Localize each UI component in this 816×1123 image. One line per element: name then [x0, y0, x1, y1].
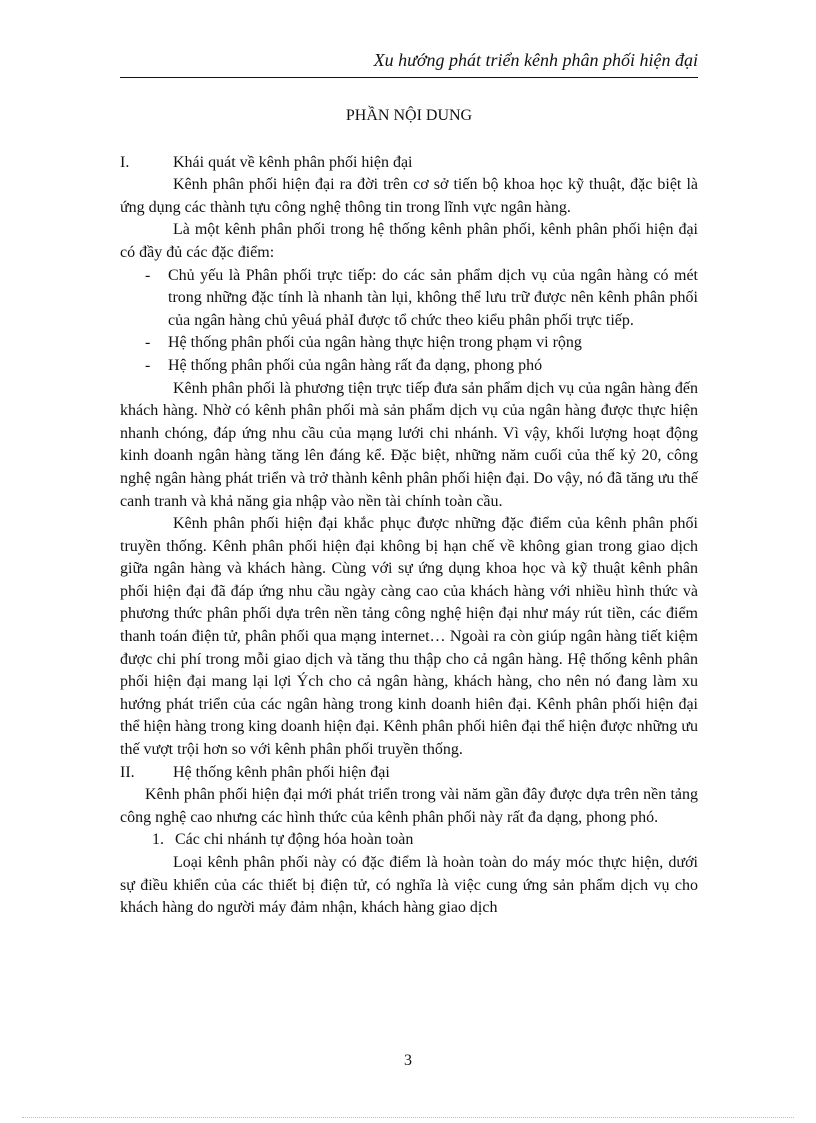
section-number: I.: [120, 153, 130, 171]
paragraph: Kênh phân phối hiện đại mới phát triển trong vài năm gần đây được dựa trên nền tảng công nghệ cao nhưng các hình thức của kênh phân phối này rất đa dạng, phong phó.: [120, 786, 698, 826]
list-item: [120, 355, 698, 378]
section-title: Khái quát về kênh phân phối hiện đại: [173, 153, 413, 171]
section-1-heading: [120, 152, 698, 175]
subsection-number: 1.: [152, 831, 164, 849]
paragraph: Là một kênh phân phối trong hệ thống kênh phân phối, kênh phân phối hiện đại có đầy đủ các đặc điểm:: [120, 221, 698, 261]
bullet-dash: -: [145, 356, 151, 374]
paragraph: Loại kênh phân phối này có đặc điểm là hoàn toàn do máy móc thực hiện, dưới sự điều khiển của các thiết bị điện tử, có nghĩa là việc cung ứng sản phẩm dịch vụ cho khách hàng do người máy đảm nhận, khách hàng giao dịch: [120, 854, 698, 917]
list-item-text: Hệ thống phân phối của ngân hàng rất đa dạng, phong phó: [168, 356, 543, 374]
page-bottom-divider: [22, 1117, 794, 1118]
page-body: [120, 100, 698, 920]
bullet-dash: -: [145, 334, 151, 352]
page-number: 3: [404, 1052, 412, 1069]
list-item: [120, 332, 698, 355]
paragraph: Kênh phân phối là phương tiện trực tiếp đưa sản phẩm dịch vụ của ngân hàng đến khách hàng. Nhờ có kênh phân phối mà sản phẩm dịch vụ của ngân hàng được thực hiện nhanh chóng, đáp ứng nhu cầu của mạng lưới chi nhánh. Vì vậy, khối lượng hoạt động kinh doanh ngân hàng tăng lên đáng kể. Đặc biệt, những năm cuối của thế kỷ 20, công nghệ ngân hàng phát triển và trở thành kênh phân phối hiện đại. Do vậy, nó đã tăng ưu thế canh tranh và khả năng gia nhập vào nền tài chính toàn cầu.: [120, 379, 698, 510]
section-title: Hệ thống kênh phân phối hiện đại: [173, 763, 390, 781]
section-2-heading: [120, 762, 698, 785]
bullet-dash: -: [145, 266, 151, 284]
section-number: II.: [120, 763, 135, 781]
subsection-1-heading: [120, 829, 698, 852]
running-title: Xu hướng phát triển kênh phân phối hiện đại: [373, 50, 698, 70]
list-item-text: Hệ thống phân phối của ngân hàng thực hiện trong phạm vi rộng: [168, 334, 582, 352]
list-item: [120, 265, 698, 333]
paragraph: Kênh phân phối hiện đại khắc phục được những đặc điểm của kênh phân phối truyền thống. Kênh phân phối hiện đại không bị hạn chế về không gian trong giao dịch giữa ngân hàng và khách hàng. Cùng với sự ứng dụng khoa học và kỹ thuật kênh phân phối hiện đại đã đáp ứng nhu cầu ngày càng cao của khách hàng với nhiều hình thức và phương thức phân phối dựa trên nền tảng công nghệ hiện đại như máy rút tiền, các điểm thanh toán điện tử, phân phối qua mạng internet… Ngoài ra còn giúp ngân hàng tiết kiệm được chi phí trong mỗi giao dịch và tăng thu thập cho cả ngân hàng. Hệ thống kênh phân phối hiện đại mang lại lợi Ých cho cả ngân hàng, khách hàng, cho nên nó đang làm xu hướng phát triển của các ngân hàng trong kinh doanh hiên đại. Kênh phân phối hiện đại thể hiện hàng trong king doanh hiện đại. Kênh phân phối hiên đại thể hiện được những ưu thế vượt trội hơn so với kênh phân phối truyền thống.: [120, 515, 698, 759]
running-header: [120, 50, 698, 78]
bullet-list: [120, 265, 698, 378]
subsection-title: Các chi nhánh tự động hóa hoàn toàn: [175, 831, 414, 849]
page-title: PHẦN NỘI DUNG: [345, 107, 473, 124]
paragraph: Kênh phân phối hiện đại ra đời trên cơ sở tiến bộ khoa học kỹ thuật, đặc biệt là ứng dụng các thành tựu công nghệ thông tin trong lĩnh vực ngân hàng.: [120, 176, 698, 216]
list-item-text: Chủ yếu là Phân phối trực tiếp: do các sản phẩm dịch vụ của ngân hàng có mét trong những đặc tính là nhanh tàn lụi, không thể lưu trữ được nên kênh phân phối của ngân hàng chủ yêuá phảI được tổ chức theo kiểu phân phối trực tiếp.: [168, 266, 698, 329]
